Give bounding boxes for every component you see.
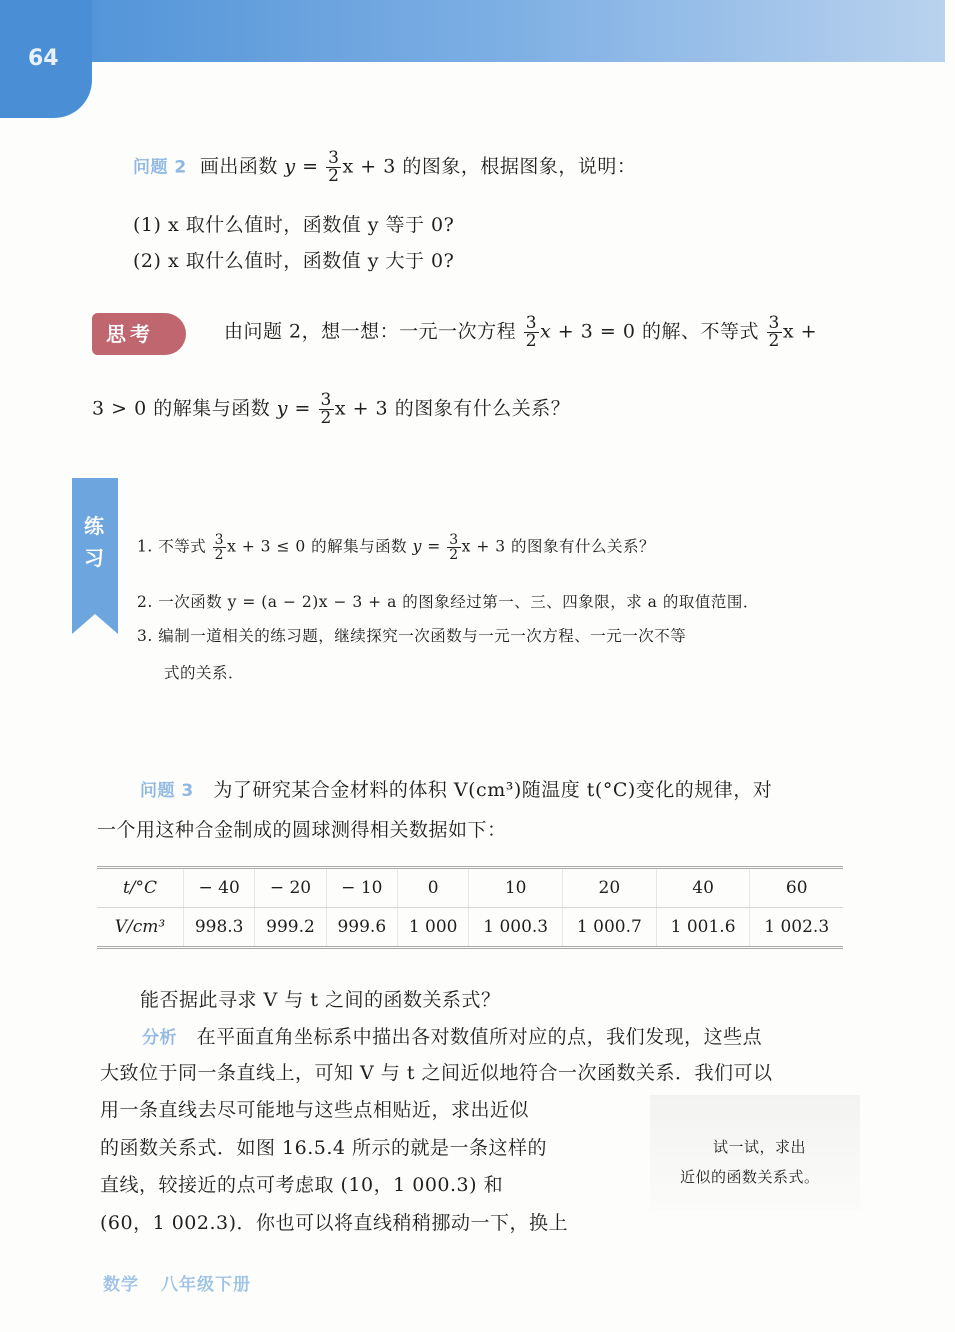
question-text: 能否据此寻求 V 与 t 之间的函数关系式？ bbox=[140, 989, 501, 1011]
problem2-label: 问题 2 bbox=[133, 157, 187, 178]
fraction-numerator: 3 bbox=[768, 313, 780, 333]
row-header-t: t/°C bbox=[97, 868, 184, 908]
analysis-text-line1: 在平面直角坐标系中描出各对数值所对应的点，我们发现，这些点 bbox=[196, 1026, 763, 1048]
exercise-item1-a: 1. 不等式 bbox=[137, 537, 207, 556]
fraction-denominator: 2 bbox=[449, 547, 459, 563]
problem3-label: 问题 3 bbox=[140, 781, 194, 801]
problem3-line2: 一个用这种合金制成的圆球测得相关数据如下： bbox=[97, 819, 507, 841]
think-tag: 思考 bbox=[92, 313, 186, 355]
exercise-item-3-cont: 式的关系． bbox=[164, 664, 245, 682]
math-x-plus: x + bbox=[782, 320, 818, 343]
table-cell: − 40 bbox=[184, 868, 255, 908]
exercise-item-1 bbox=[137, 533, 655, 562]
analysis-line2: 大致位于同一条直线上，可知 V 与 t 之间近似地符合一次函数关系．我们可以 bbox=[100, 1062, 773, 1084]
table-cell: 60 bbox=[750, 868, 843, 908]
exercise-tag: 练习 bbox=[84, 514, 104, 570]
side-note-line1: 试一试，求出 bbox=[713, 1138, 807, 1156]
header-band bbox=[0, 0, 945, 62]
table-cell: 40 bbox=[656, 868, 750, 908]
table-cell: 1 002.3 bbox=[750, 908, 843, 948]
table-cell: 1 000 bbox=[397, 908, 468, 948]
fraction bbox=[213, 533, 226, 562]
exercise-item1-b: 的解集与函数 bbox=[311, 537, 408, 556]
math-x: x bbox=[540, 320, 552, 343]
fraction bbox=[524, 315, 539, 350]
table-cell: 1 001.6 bbox=[656, 908, 750, 948]
problem3-text-line1: 为了研究某合金材料的体积 V(cm³)随温度 t(°C)变化的规律，对 bbox=[213, 779, 773, 801]
data-table bbox=[97, 866, 843, 949]
analysis-label: 分析 bbox=[142, 1028, 177, 1048]
exercise-ribbon-tip bbox=[72, 614, 118, 634]
row-header-v: V/cm³ bbox=[97, 908, 184, 948]
analysis-line4: 的函数关系式．如图 16.5.4 所示的就是一条这样的 bbox=[100, 1137, 548, 1159]
math-x-plus3: x + 3 bbox=[461, 537, 506, 556]
math-x-plus3: x + 3 bbox=[342, 155, 396, 178]
think-line2-a: 3 > 0 的解集与函数 bbox=[92, 397, 271, 420]
think-line2 bbox=[92, 392, 570, 427]
fraction bbox=[447, 533, 460, 562]
analysis-line6: (60，1 002.3)．你也可以将直线稍稍挪动一下，换上 bbox=[100, 1212, 569, 1234]
analysis-line5: 直线，较接近的点可考虑取 (10，1 000.3) 和 bbox=[100, 1174, 504, 1196]
table-cell: 0 bbox=[397, 868, 468, 908]
page-number: 64 bbox=[28, 46, 59, 71]
think-line1-a: 由问题 2，想一想：一元一次方程 bbox=[224, 320, 517, 343]
fraction bbox=[326, 150, 341, 185]
footer-subject: 数学 bbox=[103, 1275, 139, 1295]
exercise-item-3: 3. 编制一道相关的练习题，继续探究一次函数与一元一次方程、一元一次不等 bbox=[137, 627, 687, 645]
table-cell: 999.6 bbox=[326, 908, 397, 948]
fraction-numerator: 3 bbox=[525, 313, 538, 333]
math-x-plus3: x + 3 bbox=[334, 397, 389, 420]
footer-grade: 八年级下册 bbox=[161, 1275, 251, 1295]
fraction-denominator: 2 bbox=[328, 166, 340, 186]
math-y-eq: y = bbox=[412, 537, 441, 556]
problem2-prompt-b: 的图象，根据图象，说明： bbox=[402, 155, 637, 178]
math-x-plus3-le0: x + 3 ≤ 0 bbox=[227, 537, 306, 556]
fraction-denominator: 2 bbox=[525, 331, 538, 351]
problem2-statement bbox=[133, 150, 636, 185]
fraction-denominator: 2 bbox=[768, 331, 780, 351]
problem2-q1: (1) x 取什么值时，函数值 y 等于 0? bbox=[133, 214, 455, 236]
think-line1-b: + 3 = 0 的解、不等式 bbox=[557, 320, 759, 343]
analysis-line3: 用一条直线去尽可能地与这些点相贴近，求出近似 bbox=[100, 1099, 530, 1121]
table-cell: − 10 bbox=[326, 868, 397, 908]
fraction-numerator: 3 bbox=[449, 532, 459, 548]
math-y-eq: y = bbox=[284, 155, 319, 178]
table-row bbox=[97, 908, 843, 948]
problem2-prompt-a: 画出函数 bbox=[199, 155, 278, 178]
table-cell: − 20 bbox=[255, 868, 326, 908]
fraction-numerator: 3 bbox=[214, 532, 225, 548]
footer bbox=[103, 1270, 273, 1295]
table-cell: 998.3 bbox=[184, 908, 255, 948]
problem3-line1 bbox=[140, 775, 772, 802]
table-cell: 10 bbox=[469, 868, 563, 908]
table-cell: 1 000.3 bbox=[469, 908, 563, 948]
exercise-item1-c: 的图象有什么关系？ bbox=[511, 537, 656, 556]
analysis-line1 bbox=[142, 1022, 762, 1049]
table-cell: 999.2 bbox=[255, 908, 326, 948]
fraction-numerator: 3 bbox=[328, 148, 340, 168]
table-row bbox=[97, 868, 843, 908]
math-y-eq: y = bbox=[276, 397, 311, 420]
think-line2-b: 的图象有什么关系？ bbox=[394, 397, 571, 420]
side-note-line2: 近似的函数关系式。 bbox=[680, 1168, 820, 1186]
problem2-q2: (2) x 取什么值时，函数值 y 大于 0? bbox=[133, 250, 455, 272]
fraction-denominator: 2 bbox=[214, 547, 225, 563]
table-cell: 1 000.7 bbox=[563, 908, 657, 948]
think-line1 bbox=[224, 315, 817, 350]
table-cell: 20 bbox=[563, 868, 657, 908]
fraction bbox=[319, 392, 334, 427]
fraction-numerator: 3 bbox=[320, 390, 332, 410]
fraction bbox=[767, 315, 782, 350]
fraction-denominator: 2 bbox=[320, 408, 332, 428]
exercise-item-2: 2. 一次函数 y = (a − 2)x − 3 + a 的图象经过第一、三、四象限，求 a 的取值范围． bbox=[137, 593, 759, 611]
